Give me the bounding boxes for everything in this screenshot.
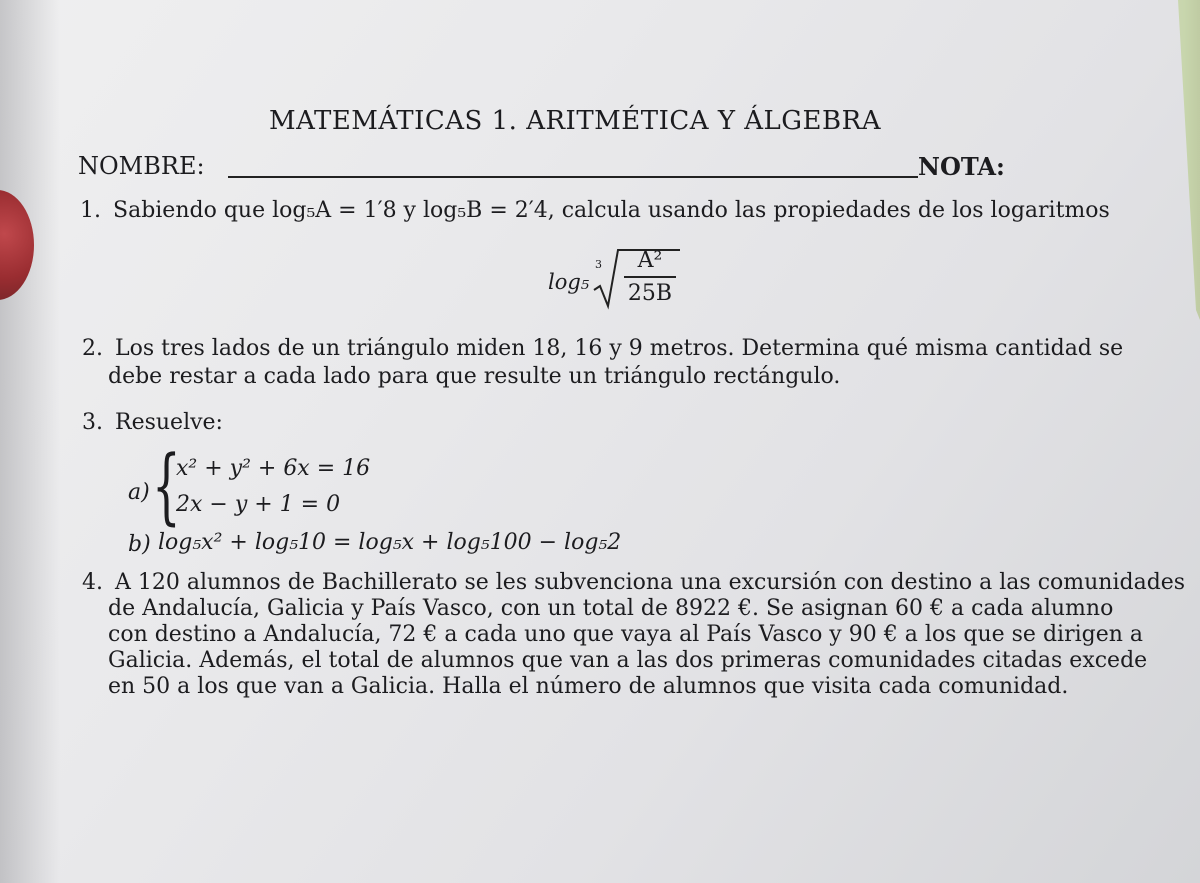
nombre-label: NOMBRE: xyxy=(78,152,205,180)
question-number: 1. xyxy=(80,198,101,223)
log-equation: log₅x² + log₅10 = log₅x + log₅100 − log₅2 xyxy=(158,530,622,555)
question-1 xyxy=(80,198,1110,223)
question-4-line-3: con destino a Andalucía, 72 € a cada uno que vaya al País Vasco y 90 € a los que se dirigen a xyxy=(108,622,1143,647)
fraction xyxy=(618,248,682,306)
system-equation-2: 2x − y + 1 = 0 xyxy=(176,492,341,517)
question-4-line-2: de Andalucía, Galicia y País Vasco, con un total de 8922 €. Se asignan 60 € a cada alumno xyxy=(108,596,1114,621)
exam-title: MATEMÁTICAS 1. ARITMÉTICA Y ÁLGEBRA xyxy=(269,106,881,136)
system-brace-icon: { xyxy=(152,439,181,534)
question-number: 4. xyxy=(82,570,103,595)
question-4-line-5: en 50 a los que van a Galicia. Halla el número de alumnos que visita cada comunidad. xyxy=(108,674,1069,699)
nota-label: NOTA: xyxy=(918,152,1005,181)
question-4-line-1: A 120 alumnos de Bachillerato se les subvenciona una excursión con destino a las comunidades xyxy=(115,570,1186,595)
question-3 xyxy=(82,410,223,435)
part-a-label: a) xyxy=(128,480,150,505)
fraction-bar xyxy=(624,276,676,278)
question-number: 2. xyxy=(82,336,103,361)
fraction-numerator: A² xyxy=(637,248,663,273)
formula-log: log₅ xyxy=(548,270,590,294)
root-index: 3 xyxy=(595,258,602,271)
question-1-text: Sabiendo que log₅A = 1′8 y log₅B = 2′4, calcula usando las propiedades de los logaritmos xyxy=(113,198,1110,223)
question-4-line-4: Galicia. Además, el total de alumnos que van a las dos primeras comunidades citadas excede xyxy=(108,648,1148,673)
question-2-line-2: debe restar a cada lado para que resulte un triángulo rectángulo. xyxy=(108,364,841,389)
part-b-label: b) xyxy=(128,532,151,557)
question-2 xyxy=(82,336,1123,361)
question-2-line-1: Los tres lados de un triángulo miden 18, 16 y 9 metros. Determina qué misma cantidad se xyxy=(115,336,1124,361)
question-3-label: Resuelve: xyxy=(115,410,223,435)
question-number: 3. xyxy=(82,410,103,435)
question-4 xyxy=(82,570,1185,596)
log-root-formula xyxy=(548,240,678,310)
nombre-line xyxy=(228,176,918,178)
system-equation-1: x² + y² + 6x = 16 xyxy=(176,456,371,481)
fraction-denominator: 25B xyxy=(627,281,673,306)
